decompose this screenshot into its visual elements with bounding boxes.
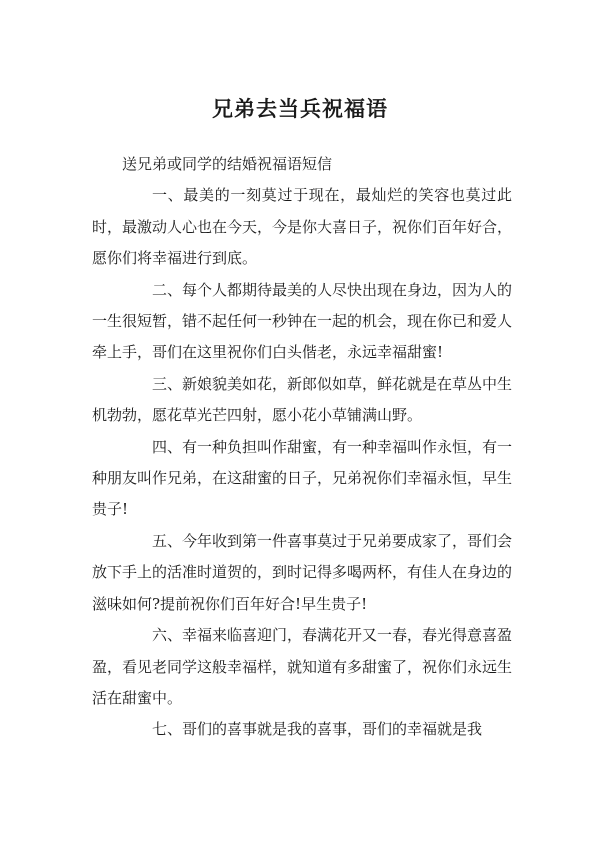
paragraph-4: 四、有一种负担叫作甜蜜，有一种幸福叫作永恒，有一种朋友叫作兄弟，在这甜蜜的日子，兄弟祝你们幸福永恒，早生贵子!: [92, 437, 513, 519]
paragraph-1: 一、最美的一刻莫过于现在，最灿烂的笑容也莫过此时，最激动人心也在今天，今是你大喜日子，祝你们百年好合，愿你们将幸福进行到底。: [92, 186, 513, 268]
paragraph-3: 三、新娘貌美如花，新郎似如草，鲜花就是在草丛中生机勃勃，愿花草光芒四射，愿小花小草铺满山野。: [92, 374, 513, 425]
paragraph-2: 二、每个人都期待最美的人尽快出现在身边，因为人的一生很短暂，错不起任何一秒钟在一起的机会，现在你已和爱人牵上手，哥们在这里祝你们白头偕老，永远幸福甜蜜!: [92, 280, 513, 362]
document-subtitle: 送兄弟或同学的结婚祝福语短信: [122, 155, 333, 173]
document-body: [92, 149, 512, 746]
paragraph-6: 六、幸福来临喜迎门，春满花开又一春，春光得意喜盈盈，看见老同学这般幸福样，就知道有多甜蜜了，祝你们永远生活在甜蜜中。: [92, 626, 513, 707]
paragraph-5: 五、今年收到第一件喜事莫过于兄弟要成家了，哥们会放下手上的活准时道贺的，到时记得多喝两杯，有佳人在身边的滋味如何?提前祝你们百年好合!早生贵子!: [92, 531, 513, 613]
paragraph-7: 七、哥们的喜事就是我的喜事，哥们的幸福就是我: [152, 720, 483, 739]
document-title: 兄弟去当兵祝福语: [212, 97, 388, 121]
